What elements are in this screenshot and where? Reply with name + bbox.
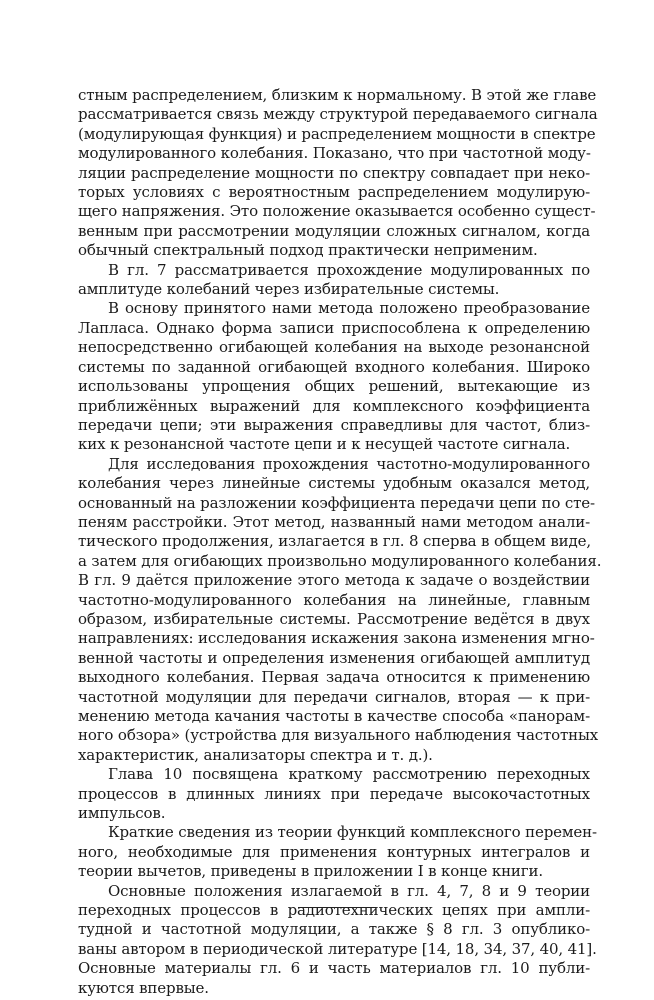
text-line: Краткие сведения из теории функций комплексного перемен- xyxy=(108,823,597,842)
text-line: венным при рассмотрении модуляции сложных сигналом, когда xyxy=(78,221,590,240)
text-line: менению метода качания частоты в качестве способа «панорам- xyxy=(78,707,590,725)
text-line: Основные материалы гл. 6 и часть материалов гл. 10 публи- xyxy=(78,959,590,978)
text-line: венной частоты и определения изменения огибающей амплитуд xyxy=(78,648,590,667)
text-line: системы по заданной огибающей входного колебания. Широко xyxy=(78,357,590,376)
text-line: непосредственно огибающей колебания на выходе резонансной xyxy=(78,338,590,357)
section-end-rule xyxy=(298,907,376,908)
paragraph xyxy=(78,881,597,998)
text-line: амплитуде колебаний через избирательные системы. xyxy=(78,280,500,299)
text-line: В гл. 9 даётся приложение этого метода к задаче о воздействии xyxy=(78,571,590,590)
text-line: пеням расстройки. Этот метод, названный нами методом анали- xyxy=(78,512,590,531)
paragraph xyxy=(78,571,599,765)
text-line: характеристик, анализаторы спектра и т. д.). xyxy=(78,745,433,764)
text-line: рассматривается связь между структурой передаваемого сигнала xyxy=(78,105,598,124)
text-line: образом, избирательные системы. Рассмотрение ведётся в двух xyxy=(78,609,590,628)
text-line: ких к резонансной частоте цепи и к несущей частоте сигнала. xyxy=(78,435,571,454)
text-line: куются впервые. xyxy=(78,978,209,997)
text-line: ного, необходимые для применения контурных интегралов и xyxy=(78,842,590,861)
text-line: щего напряжения. Это положение оказывается особенно сущест- xyxy=(78,202,596,221)
text-line: направлениях: исследования искажения закона изменения мгно- xyxy=(78,629,595,648)
text-line: обычный спектральный подход практически неприменим. xyxy=(78,241,538,260)
text-line: приближённых выражений для комплексного коэффициента xyxy=(78,396,590,415)
text-line: ваны автором в периодической литературе [14, 18, 34, 37, 40, 41]. xyxy=(78,939,597,958)
text-line: В основу принятого нами метода положено преобразование xyxy=(108,299,590,318)
text-line: теории вычетов, приведены в приложении I в конце книги. xyxy=(78,862,543,881)
text-line: (модулирующая функция) и распределением мощности в спектре xyxy=(78,124,596,143)
text-line: стным распределением, близким к нормальному. В этой же главе xyxy=(78,86,597,104)
paragraph xyxy=(78,765,590,823)
page-body-text xyxy=(78,86,602,998)
text-line: а затем для огибающих произвольно модулированного колебания. xyxy=(78,551,602,570)
text-line: процессов в длинных линиях при передаче высокочастотных xyxy=(78,784,590,803)
text-line: частотной модуляции для передачи сигналов, вторая — к при- xyxy=(78,687,590,706)
text-line: частотно-модулированного колебания на линейные, главным xyxy=(78,590,590,609)
paragraph xyxy=(78,299,590,454)
text-line: переходных процессов в радиотехнических цепях при ампли- xyxy=(78,901,590,920)
text-line: В гл. 7 рассматривается прохождение модулированных по xyxy=(108,260,590,279)
paragraph xyxy=(78,261,590,300)
text-line: тического продолжения, излагается в гл. 8 сперва в общем виде, xyxy=(78,532,591,551)
text-line: передачи цепи; эти выражения справедливы для частот, близ- xyxy=(78,415,590,434)
text-line: использованы упрощения общих решений, вытекающие из xyxy=(78,377,590,396)
text-line: ного обзора» (устройства для визуального наблюдения частотных xyxy=(78,726,599,745)
text-line: импульсов. xyxy=(78,804,166,823)
text-line: Лапласа. Однако форма записи приспособлена к определению xyxy=(78,318,590,337)
paragraph xyxy=(78,454,602,571)
text-line: Основные положения излагаемой в гл. 4, 7, 8 и 9 теории xyxy=(108,881,590,900)
text-line: колебания через линейные системы удобным оказался метод, xyxy=(78,474,590,493)
text-line: основанный на разложении коэффициента передачи цепи по сте- xyxy=(78,493,595,512)
text-line: ляции распределение мощности по спектру совпадает при неко- xyxy=(78,163,590,182)
paragraph xyxy=(78,823,597,881)
paragraph xyxy=(78,86,598,261)
text-line: модулированного колебания. Показано, что при частотной моду- xyxy=(78,144,591,163)
text-line: торых условиях с вероятностным распределением модулирую- xyxy=(78,183,590,202)
text-line: Для исследования прохождения частотно-модулированного xyxy=(108,454,590,473)
text-line: тудной и частотной модуляции, а также § 8 гл. 3 опублико- xyxy=(78,920,590,939)
text-line: выходного колебания. Первая задача относится к применению xyxy=(78,668,590,687)
text-line: Глава 10 посвящена краткому рассмотрению переходных xyxy=(108,765,590,784)
